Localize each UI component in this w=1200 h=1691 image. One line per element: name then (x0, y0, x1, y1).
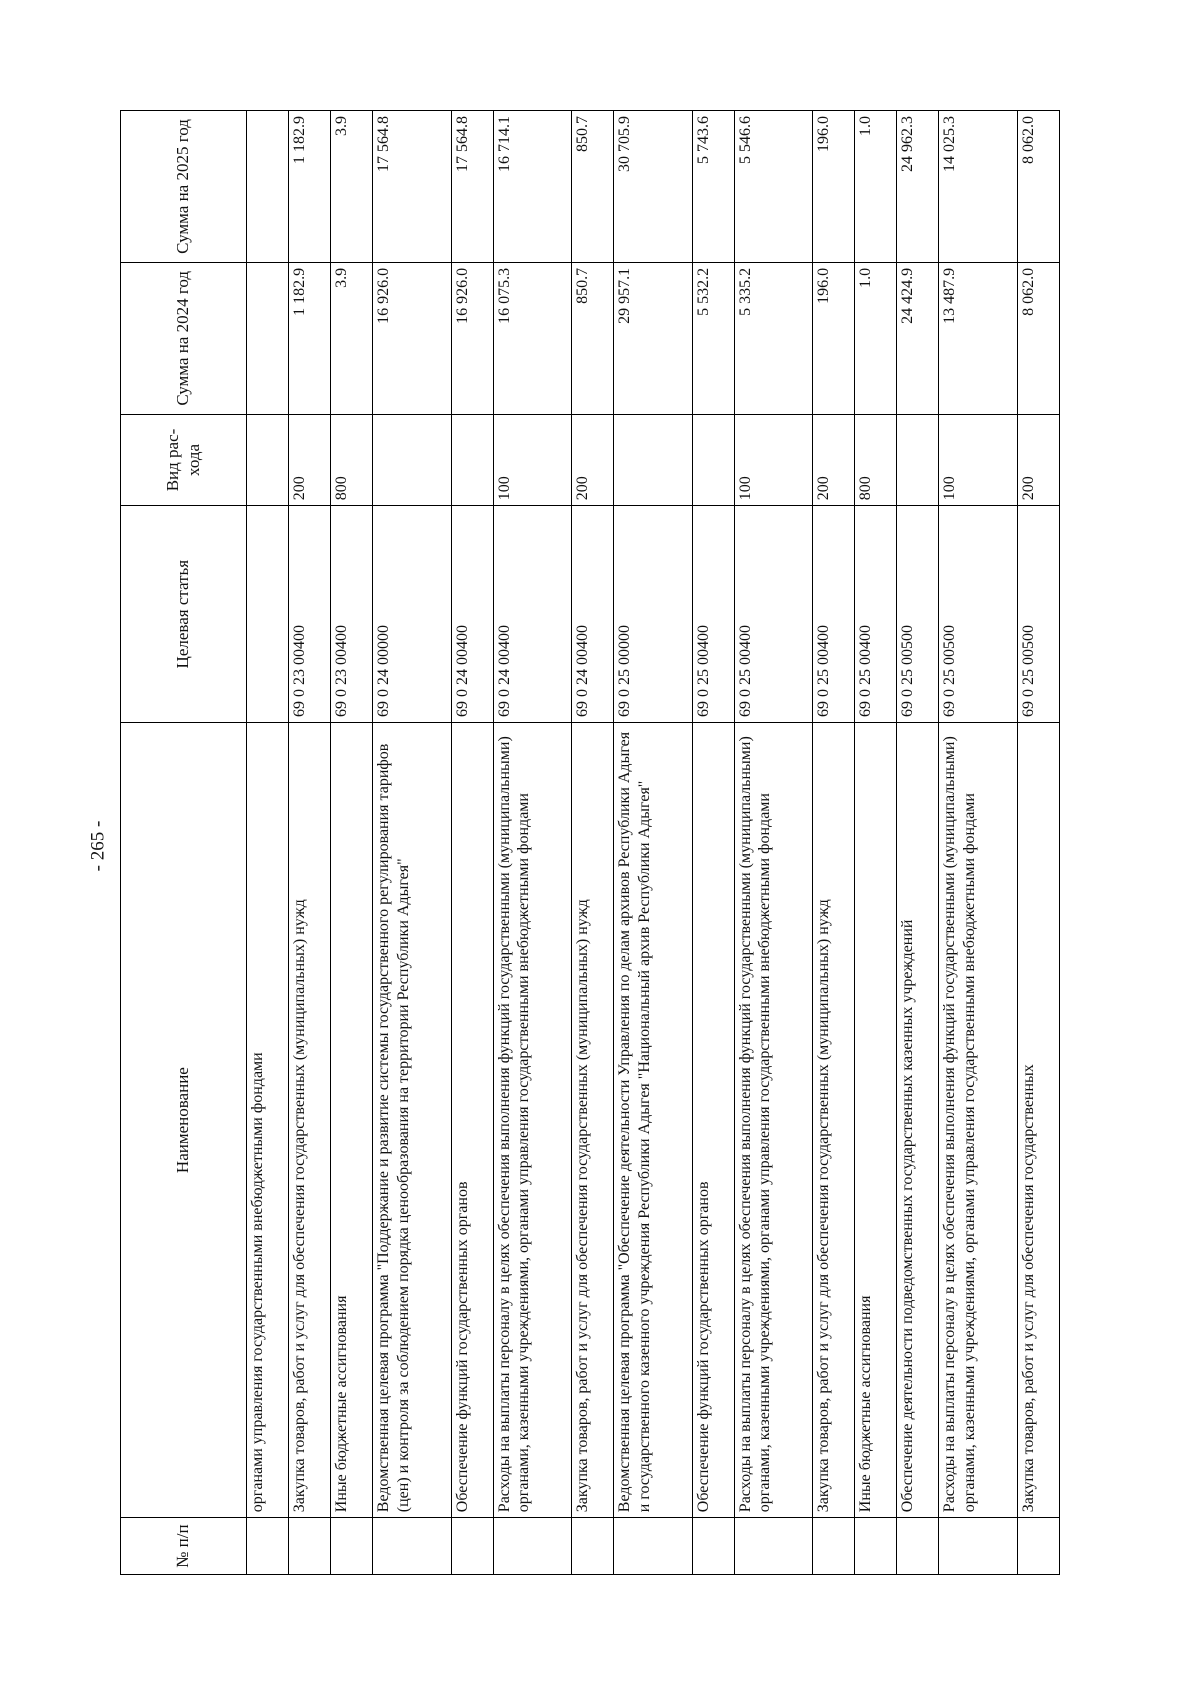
cell-sum-2024: 1.0 (855, 262, 897, 414)
cell-expense-type (692, 414, 734, 506)
cell-number (247, 1518, 289, 1575)
cell-target-article: 69 0 24 00400 (572, 506, 614, 723)
cell-sum-2025: 196.0 (813, 111, 855, 263)
cell-target-article (247, 506, 289, 723)
cell-target-article: 69 0 25 00500 (897, 506, 939, 723)
header-sum-2025: Сумма на 2025 год (121, 111, 247, 263)
cell-expense-type (451, 414, 493, 506)
cell-name: Расходы на выплаты персоналу в целях обеспечения выполнения функций государственными (муниципальными) органами, казенными учреждениями, органами управления государственными внебюджетными фондами (939, 723, 1017, 1518)
cell-sum-2025: 24 962.3 (897, 111, 939, 263)
cell-sum-2025: 1.0 (855, 111, 897, 263)
cell-sum-2024: 1 182.9 (289, 262, 331, 414)
cell-expense-type (614, 414, 692, 506)
cell-sum-2024: 196.0 (813, 262, 855, 414)
cell-number (734, 1518, 812, 1575)
page-number (78, 0, 118, 1691)
cell-target-article: 69 0 24 00000 (373, 506, 451, 723)
cell-expense-type: 100 (493, 414, 571, 506)
cell-number (493, 1518, 571, 1575)
cell-sum-2024: 16 926.0 (451, 262, 493, 414)
cell-name: Закупка товаров, работ и услуг для обеспечения государственных (муниципальных) нужд (572, 723, 614, 1518)
cell-expense-type: 200 (813, 414, 855, 506)
table-row (572, 111, 614, 1575)
budget-table (120, 110, 1060, 1575)
cell-number (897, 1518, 939, 1575)
table-row (897, 111, 939, 1575)
table-row (1017, 111, 1059, 1575)
cell-expense-type: 100 (734, 414, 812, 506)
cell-expense-type: 200 (1017, 414, 1059, 506)
cell-target-article: 69 0 25 00500 (939, 506, 1017, 723)
table-row (289, 111, 331, 1575)
table-row (247, 111, 289, 1575)
cell-name: Расходы на выплаты персоналу в целях обеспечения выполнения функций государственными (муниципальными) органами, казенными учреждениями, органами управления государственными внебюджетными фондами (493, 723, 571, 1518)
cell-name: Иные бюджетные ассигнования (855, 723, 897, 1518)
budget-table-container (120, 110, 1060, 1575)
header-number: № п/п (121, 1518, 247, 1575)
cell-number (331, 1518, 373, 1575)
cell-name: Закупка товаров, работ и услуг для обеспечения государственных (1017, 723, 1059, 1518)
cell-number (451, 1518, 493, 1575)
cell-sum-2024: 5 532.2 (692, 262, 734, 414)
cell-sum-2025: 5 743.6 (692, 111, 734, 263)
cell-target-article: 69 0 25 00400 (734, 506, 812, 723)
header-expense-type: Вид рас-хода (121, 414, 247, 506)
cell-target-article: 69 0 25 00400 (692, 506, 734, 723)
cell-expense-type: 100 (939, 414, 1017, 506)
cell-sum-2025: 850.7 (572, 111, 614, 263)
cell-sum-2025: 16 714.1 (493, 111, 571, 263)
cell-sum-2024: 24 424.9 (897, 262, 939, 414)
cell-sum-2025: 30 705.9 (614, 111, 692, 263)
cell-sum-2025: 5 546.6 (734, 111, 812, 263)
cell-number (855, 1518, 897, 1575)
cell-target-article: 69 0 25 00000 (614, 506, 692, 723)
table-header-row (121, 111, 247, 1575)
table-body (247, 111, 1060, 1575)
cell-target-article: 69 0 23 00400 (289, 506, 331, 723)
cell-number (614, 1518, 692, 1575)
table-row (813, 111, 855, 1575)
cell-number (813, 1518, 855, 1575)
cell-name: Ведомственная целевая программа "Обеспечение деятельности Управления по делам архивов Республики Адыгея и государственного казенного учреждения Республики Адыгея "Национальный архив Республики Адыгея" (614, 723, 692, 1518)
cell-sum-2024: 3.9 (331, 262, 373, 414)
cell-expense-type (373, 414, 451, 506)
cell-sum-2024 (247, 262, 289, 414)
cell-expense-type: 800 (855, 414, 897, 506)
cell-sum-2024: 5 335.2 (734, 262, 812, 414)
cell-target-article: 69 0 24 00400 (451, 506, 493, 723)
cell-sum-2024: 850.7 (572, 262, 614, 414)
cell-name: Обеспечение функций государственных органов (692, 723, 734, 1518)
cell-target-article: 69 0 23 00400 (331, 506, 373, 723)
cell-sum-2025: 3.9 (331, 111, 373, 263)
cell-sum-2025: 17 564.8 (373, 111, 451, 263)
table-row (734, 111, 812, 1575)
header-sum-2024: Сумма на 2024 год (121, 262, 247, 414)
cell-target-article: 69 0 25 00500 (1017, 506, 1059, 723)
cell-expense-type (897, 414, 939, 506)
table-row (493, 111, 571, 1575)
cell-expense-type: 200 (572, 414, 614, 506)
cell-name: Расходы на выплаты персоналу в целях обеспечения выполнения функций государственными (муниципальными) органами, казенными учреждениями, органами управления государственными внебюджетными фондами (734, 723, 812, 1518)
cell-number (572, 1518, 614, 1575)
table-row (331, 111, 373, 1575)
cell-sum-2024: 8 062.0 (1017, 262, 1059, 414)
cell-name: органами управления государственными внебюджетными фондами (247, 723, 289, 1518)
header-target-article: Целевая статья (121, 506, 247, 723)
cell-number (692, 1518, 734, 1575)
cell-number (1017, 1518, 1059, 1575)
cell-sum-2025: 14 025.3 (939, 111, 1017, 263)
cell-name: Закупка товаров, работ и услуг для обеспечения государственных (муниципальных) нужд (289, 723, 331, 1518)
cell-sum-2025: 8 062.0 (1017, 111, 1059, 263)
page-number-text: - 265 - (87, 820, 108, 871)
cell-name: Обеспечение функций государственных органов (451, 723, 493, 1518)
cell-sum-2025 (247, 111, 289, 263)
table-row (855, 111, 897, 1575)
header-name: Наименование (121, 723, 247, 1518)
table-row (373, 111, 451, 1575)
cell-number (289, 1518, 331, 1575)
table-row (614, 111, 692, 1575)
table-row (939, 111, 1017, 1575)
cell-sum-2024: 16 926.0 (373, 262, 451, 414)
table-row (451, 111, 493, 1575)
cell-sum-2024: 13 487.9 (939, 262, 1017, 414)
cell-target-article: 69 0 25 00400 (855, 506, 897, 723)
cell-target-article: 69 0 24 00400 (493, 506, 571, 723)
cell-sum-2024: 29 957.1 (614, 262, 692, 414)
cell-number (373, 1518, 451, 1575)
cell-expense-type: 200 (289, 414, 331, 506)
cell-name: Обеспечение деятельности подведомственных государственных казенных учреждений (897, 723, 939, 1518)
cell-target-article: 69 0 25 00400 (813, 506, 855, 723)
cell-expense-type: 800 (331, 414, 373, 506)
cell-sum-2025: 1 182.9 (289, 111, 331, 263)
cell-number (939, 1518, 1017, 1575)
table-row (692, 111, 734, 1575)
cell-name: Ведомственная целевая программа "Поддержание и развитие системы государственного регулирования тарифов (цен) и контроля за соблюдением порядка ценообразования на территории Республики Адыгея" (373, 723, 451, 1518)
cell-sum-2025: 17 564.8 (451, 111, 493, 263)
cell-name: Закупка товаров, работ и услуг для обеспечения государственных (муниципальных) нужд (813, 723, 855, 1518)
cell-sum-2024: 16 075.3 (493, 262, 571, 414)
cell-expense-type (247, 414, 289, 506)
cell-name: Иные бюджетные ассигнования (331, 723, 373, 1518)
